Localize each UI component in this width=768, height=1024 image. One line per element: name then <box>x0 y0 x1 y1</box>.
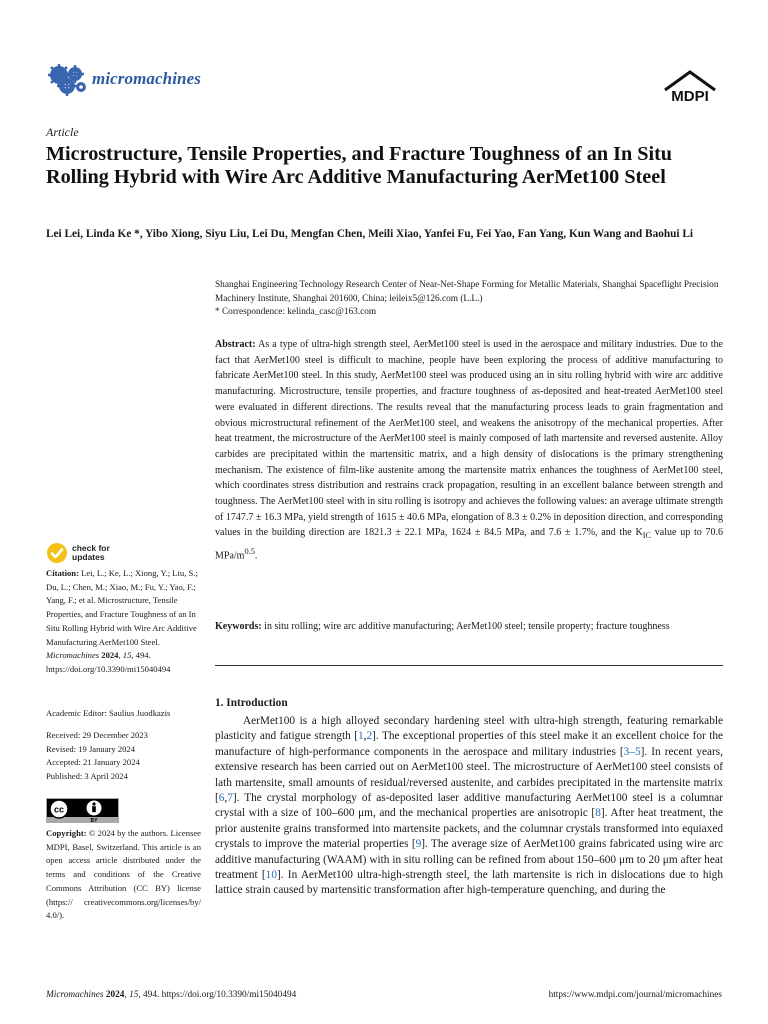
copyright-notice <box>46 827 201 923</box>
abstract <box>215 337 723 564</box>
revised-date: Revised: 19 January 2024 <box>46 743 136 754</box>
footer-journal: Micromachines <box>46 990 104 1000</box>
footer-citation <box>46 990 296 1000</box>
abstract-end: . <box>254 550 258 562</box>
footer-doi: , 494. https://doi.org/10.3390/mi15040494 <box>138 990 297 1000</box>
reference-link[interactable]: 1 <box>357 730 364 743</box>
citation-separator: , <box>118 650 123 661</box>
citation-label: Citation: <box>46 568 79 578</box>
keywords-text: in situ rolling; wire arc additive manufacturing; AerMet100 steel; tensile property; fracture toughness <box>261 621 670 632</box>
intro-text: , <box>224 792 228 805</box>
introduction-heading: 1. Introduction <box>215 697 288 709</box>
article-type: Article <box>46 125 79 139</box>
abstract-text: As a type of ultra-high strength steel, AerMet100 steel is used in the aerospace and military industries. Due to the fact that AerMet100 steel is difficult to machine, people have been exploring the process of additive manufacturing to fabricate AerMet100 steel. In this study, AerMet100 steel was produced using an in situ rolling hybrid with wire arc additive manufacturing. Microstructure, tensile properties, and fracture toughness of as-deposited and heat-treated AerMet100 steel were evaluated in different directions. The results reveal that the manufacturing process leads to grain fragmentation and obvious microstructural refinement of the AerMet100 steel, and weakens the anisotropy of the mechanical properties. After heat treatment, the microstructure of the AerMet100 steel is mainly composed of lath martensite and reversed austenite. Alloy carbides are precipitated within the martensitic matrix, and a high density of dislocations is the primary strengthening mechanism. The existence of film-like austenite among the martensite matrix enhances the toughness of AerMet100 steel, which coordinates stress distribution and restrains crack propagation, resulting in an excellent balance between strength and toughness. The AerMet100 steel with in situ rolling is isotropy and achieves the following values: an average ultimate strength of 1747.7 ± 16.3 MPa, yield strength of 1615 ± 40.6 MPa, elongation of 8.3 ± 0.2% in deposition direction, and corresponding values in the building direction are 1821.3 ± 22.1 MPa, 1624 ± 84.5 MPa, and 7.6 ± 1.7%, and the K <box>215 339 723 539</box>
intro-text: ]. After heat treatment, the prior austenite grains transformed into martensite packets, and the columnar crystals transformed into equiaxed crystals to improve the material properties [ <box>215 807 723 851</box>
keywords <box>215 619 723 635</box>
reference-link[interactable]: 2 <box>366 730 373 743</box>
accepted-date: Accepted: 21 January 2024 <box>46 757 140 768</box>
affiliation-text: Shanghai Engineering Technology Research Center of Near-Net-Shape Forming for Metallic Materials, Shanghai Spaceflight Precision Machinery Institute, Shanghai 201600, China; leileix5@126.com (L.L.) <box>215 280 719 304</box>
citation-text: Lei, L.; Ke, L.; Xiong, Y.; Liu, S.; Du, L.; Chen, M.; Xiao, M.; Fu, Y.; Yao, F.; Yang, F.; et al. Microstructure, Tensile Properties, and Fracture Toughness of an In Situ Rolling Hybrid with Wire Arc Additive Manufacturing AerMet100 Steel. <box>46 568 198 647</box>
intro-text: ]. In AerMet100 ultra-high-strength steel, the lath martensite is rich in dislocations due to high lattice strain caused by martensitic transformation after high-temperature quenching, and during the <box>215 869 723 897</box>
published-date: Published: 3 April 2024 <box>46 771 128 782</box>
check-updates-icon <box>46 542 68 564</box>
journal-url-link[interactable]: https://www.mdpi.com/journal/micromachines <box>548 990 722 1000</box>
gears-logo-icon <box>45 62 89 96</box>
journal-logo[interactable] <box>45 60 265 98</box>
reference-link[interactable]: 9 <box>415 838 422 851</box>
kic-subscript: IC <box>642 531 652 541</box>
reference-link[interactable]: 8 <box>595 807 601 820</box>
citation-volume: 15 <box>122 650 132 661</box>
reference-link[interactable]: 6 <box>218 792 225 805</box>
abstract-text-2: value up to 70.6 MPa/m <box>215 527 723 562</box>
reference-link[interactable]: 3–5 <box>623 745 641 758</box>
footer-volume: 15 <box>129 990 139 1000</box>
svg-text:BY: BY <box>90 818 98 823</box>
copyright-label: Copyright: <box>46 828 87 838</box>
mdpi-logo-icon[interactable] <box>659 70 721 104</box>
introduction-paragraph <box>215 714 723 899</box>
footer-year: 2024 <box>103 990 125 1000</box>
citation-doi: , 494. https://doi.org/10.3390/mi15040494 <box>46 650 171 674</box>
correspondence: * Correspondence: kelinda_casc@163.com <box>215 307 377 317</box>
check-updates-line2: updates <box>72 552 105 562</box>
citation-journal: Micromachines <box>46 650 100 661</box>
keywords-label: Keywords: <box>215 621 262 632</box>
unit-superscript: 0.5 <box>244 547 255 557</box>
intro-text: ]. In recent years, extensive research has been carried out on AerMet100 steel. The microstructure of AerMet100 steel consists of lath martensite, small amounts of residual/reversed austenite, and carbides precipitated in the martensite matrix [ <box>215 745 723 805</box>
citation-year: 2024 <box>99 650 119 661</box>
citation-block <box>46 567 201 677</box>
paper-title: Microstructure, Tensile Properties, and Fracture Toughness of an In Situ Rolling Hybrid with Wire Arc Additive Manufacturing AerMet100 Steel <box>46 143 673 188</box>
check-updates-line1: check for <box>72 543 110 553</box>
mdpi-wordmark: MDPI <box>671 88 709 104</box>
check-for-updates-button[interactable] <box>46 541 156 565</box>
cc-by-license-icon[interactable] <box>46 798 119 823</box>
intro-text: AerMet100 is a high alloyed secondary hardening steel with ultra-high strength, featuring remarkable plasticity and fatigue strength [ <box>215 715 723 743</box>
received-date: Received: 29 December 2023 <box>46 730 148 740</box>
reference-link[interactable]: 7 <box>227 792 233 805</box>
intro-text: ]. The exceptional properties of this steel make it an excellent choice for the manufacture of high-performance components in the aerospace and military industries [ <box>215 730 723 758</box>
publication-dates <box>46 729 201 784</box>
footer-separator: , <box>124 990 130 1000</box>
svg-text:cc: cc <box>53 804 65 815</box>
reference-link[interactable]: 10 <box>265 869 277 882</box>
copyright-text: © 2024 by the authors. Licensee MDPI, Basel, Switzerland. This article is an open access article distributed under the terms and conditions of the Creative Commons Attribution (CC BY) license (https:// creativecommons.org/licenses/by/ 4.0/). <box>46 828 201 921</box>
check-updates-label <box>72 544 110 562</box>
intro-text: ]. The crystal morphology of as-deposited laser additive manufacturing AerMet100 steel is a columnar crystal with a size of 100–600 μm, and the mechanical properties are anisotropic [ <box>215 792 723 820</box>
author-list: Lei Lei, Linda Ke *, Yibo Xiong, Siyu Liu, Lei Du, Mengfan Chen, Meili Xiao, Yanfei Fu, Fei Yao, Fan Yang, Kun Wang and Baohui Li <box>46 228 694 240</box>
abstract-label: Abstract: <box>215 339 256 350</box>
section-divider <box>215 665 723 666</box>
academic-editor: Academic Editor: Saulius Juodkazis <box>46 708 171 718</box>
intro-text: , <box>363 730 367 743</box>
journal-name: micromachines <box>92 69 201 88</box>
affiliation <box>215 279 723 320</box>
intro-text: ]. The average size of AerMet100 grains fabricated using wire arc additive manufacturing (WAAM) with in situ rolling can be refined from about 150–600 μm to 20 μm after heat treatment [ <box>215 838 723 882</box>
